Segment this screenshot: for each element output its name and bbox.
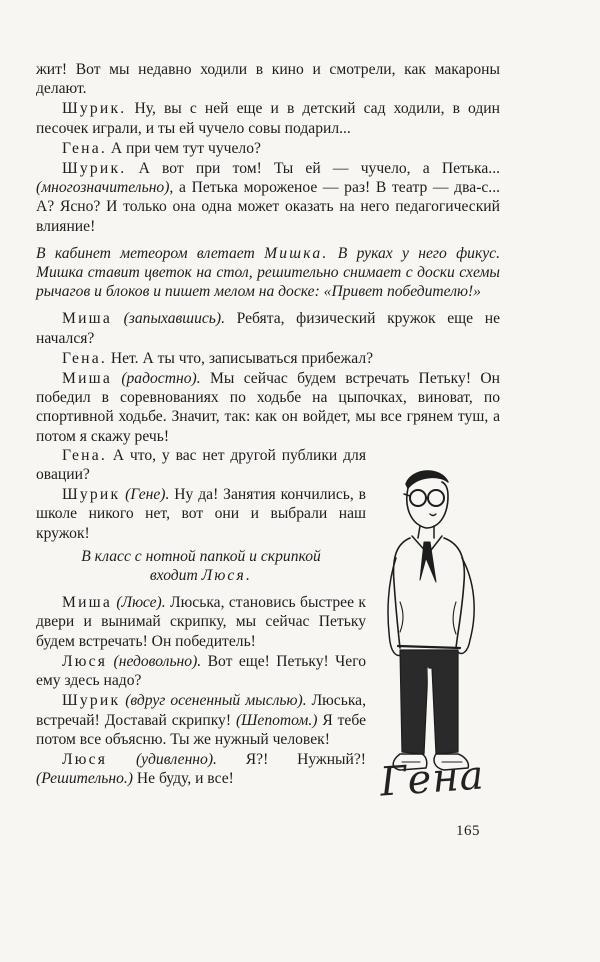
dialogue-line: Миша (радостно). Мы сейчас будем встречать Петьку! Он победил в соревнованиях по ходьбе на цыпочках, виноват, по спортивной ходьбе. Значит, так: как он войдет, мы все грянем туш, а потом я скажу речь! (36, 370, 500, 445)
speaker-name: Миша (62, 310, 112, 328)
speaker-name: Люся (62, 750, 108, 768)
dialogue-line: Миша (запыхавшись). Ребята, физический кружок еще не начался? (36, 310, 500, 347)
stage-direction: (Люсе). (111, 594, 166, 612)
paragraph: жит! Вот мы недавно ходили в кино и смотрели, как макароны делают. (36, 61, 500, 98)
speaker-name: Шурик (62, 692, 121, 710)
character-name: Мишка. (264, 244, 329, 262)
narrow-column (36, 446, 366, 788)
dialogue-line: Люся (удивленно). Я?! Нужный?! (Решительно.) Не буду, и все! (36, 750, 366, 788)
speaker-name: Шурик (62, 486, 121, 504)
speaker-name: Гена. (62, 139, 107, 157)
stage-direction: (Гене). (120, 486, 170, 504)
dialogue-line: Гена. А при чем тут чучело? (62, 139, 261, 157)
speaker-name: Гена. (62, 349, 107, 367)
speaker-name: Люся (62, 652, 108, 670)
speaker-name: Гена. (62, 446, 107, 464)
stage-direction-block: В класс с нотной папкой и скрипкой входит Люся. (81, 547, 321, 585)
dialogue-line: Гена. А что, у вас нет другой публики для овации? (36, 446, 366, 484)
page-number: 165 (456, 823, 480, 839)
stage-direction: (Шепотом.) (235, 711, 318, 729)
speaker-name: Шурик. (62, 160, 127, 178)
character-name: Люся. (201, 567, 253, 585)
speaker-name: Миша (62, 594, 112, 612)
stage-direction: (многозначительно), (36, 179, 174, 197)
stage-direction-block: В кабинет метеором влетает Мишка. В руках у него фикус. Мишка ставит цветок на стол, решительно снимает с доски схемы рычагов и блоков и пишет мелом на доске: «Привет победителю!» (36, 244, 500, 301)
illustration-caption: Гена (378, 752, 486, 806)
stage-direction: (запыхавшись). (111, 310, 225, 328)
speaker-name: Шурик. (62, 100, 127, 118)
stage-direction: (Решительно.) (36, 770, 133, 788)
dialogue-line: Люся (недовольно). Вот еще! Петьку! Чего ему здесь надо? (36, 652, 366, 690)
stage-direction: (радостно). (111, 370, 201, 388)
stage-direction: (недовольно). (107, 652, 202, 670)
speaker-name: Миша (62, 370, 112, 388)
stage-direction: (вдруг осененный мыслью). (120, 692, 307, 710)
dialogue-line: Гена. Нет. А ты что, записываться прибежал? (62, 349, 374, 367)
dialogue-line: Шурик. Ну, вы с ней еще и в детский сад ходили, в один песочек играли, и ты ей чучело совы подарил... (36, 100, 500, 137)
pioneer-boy-sketch-icon (370, 462, 500, 792)
dialogue-line: Шурик (Гене). Ну да! Занятия кончились, в школе никого нет, вот они и выбрали наш кружок! (36, 486, 367, 542)
dialogue-line: Шурик (вдруг осененный мыслью). Люська, встречай! Доставай скрипку! (Шепотом.) Я тебе потом все объясню. Ты же нужный человек! (36, 692, 366, 748)
dialogue-line: Шурик. А вот при том! Ты ей — чучело, а Петька... (многозначительно), а Петька мороженое — раз! В театр — два-с... А? Ясно? И только она одна может оказать на него педагогический влияние! (36, 160, 500, 235)
dialogue-line: Миша (Люсе). Люська, становись быстрее к двери и вынимай скрипку, мы сейчас Петьку будем встречать! Он победитель! (36, 594, 366, 650)
stage-direction: (удивленно). (107, 750, 217, 768)
